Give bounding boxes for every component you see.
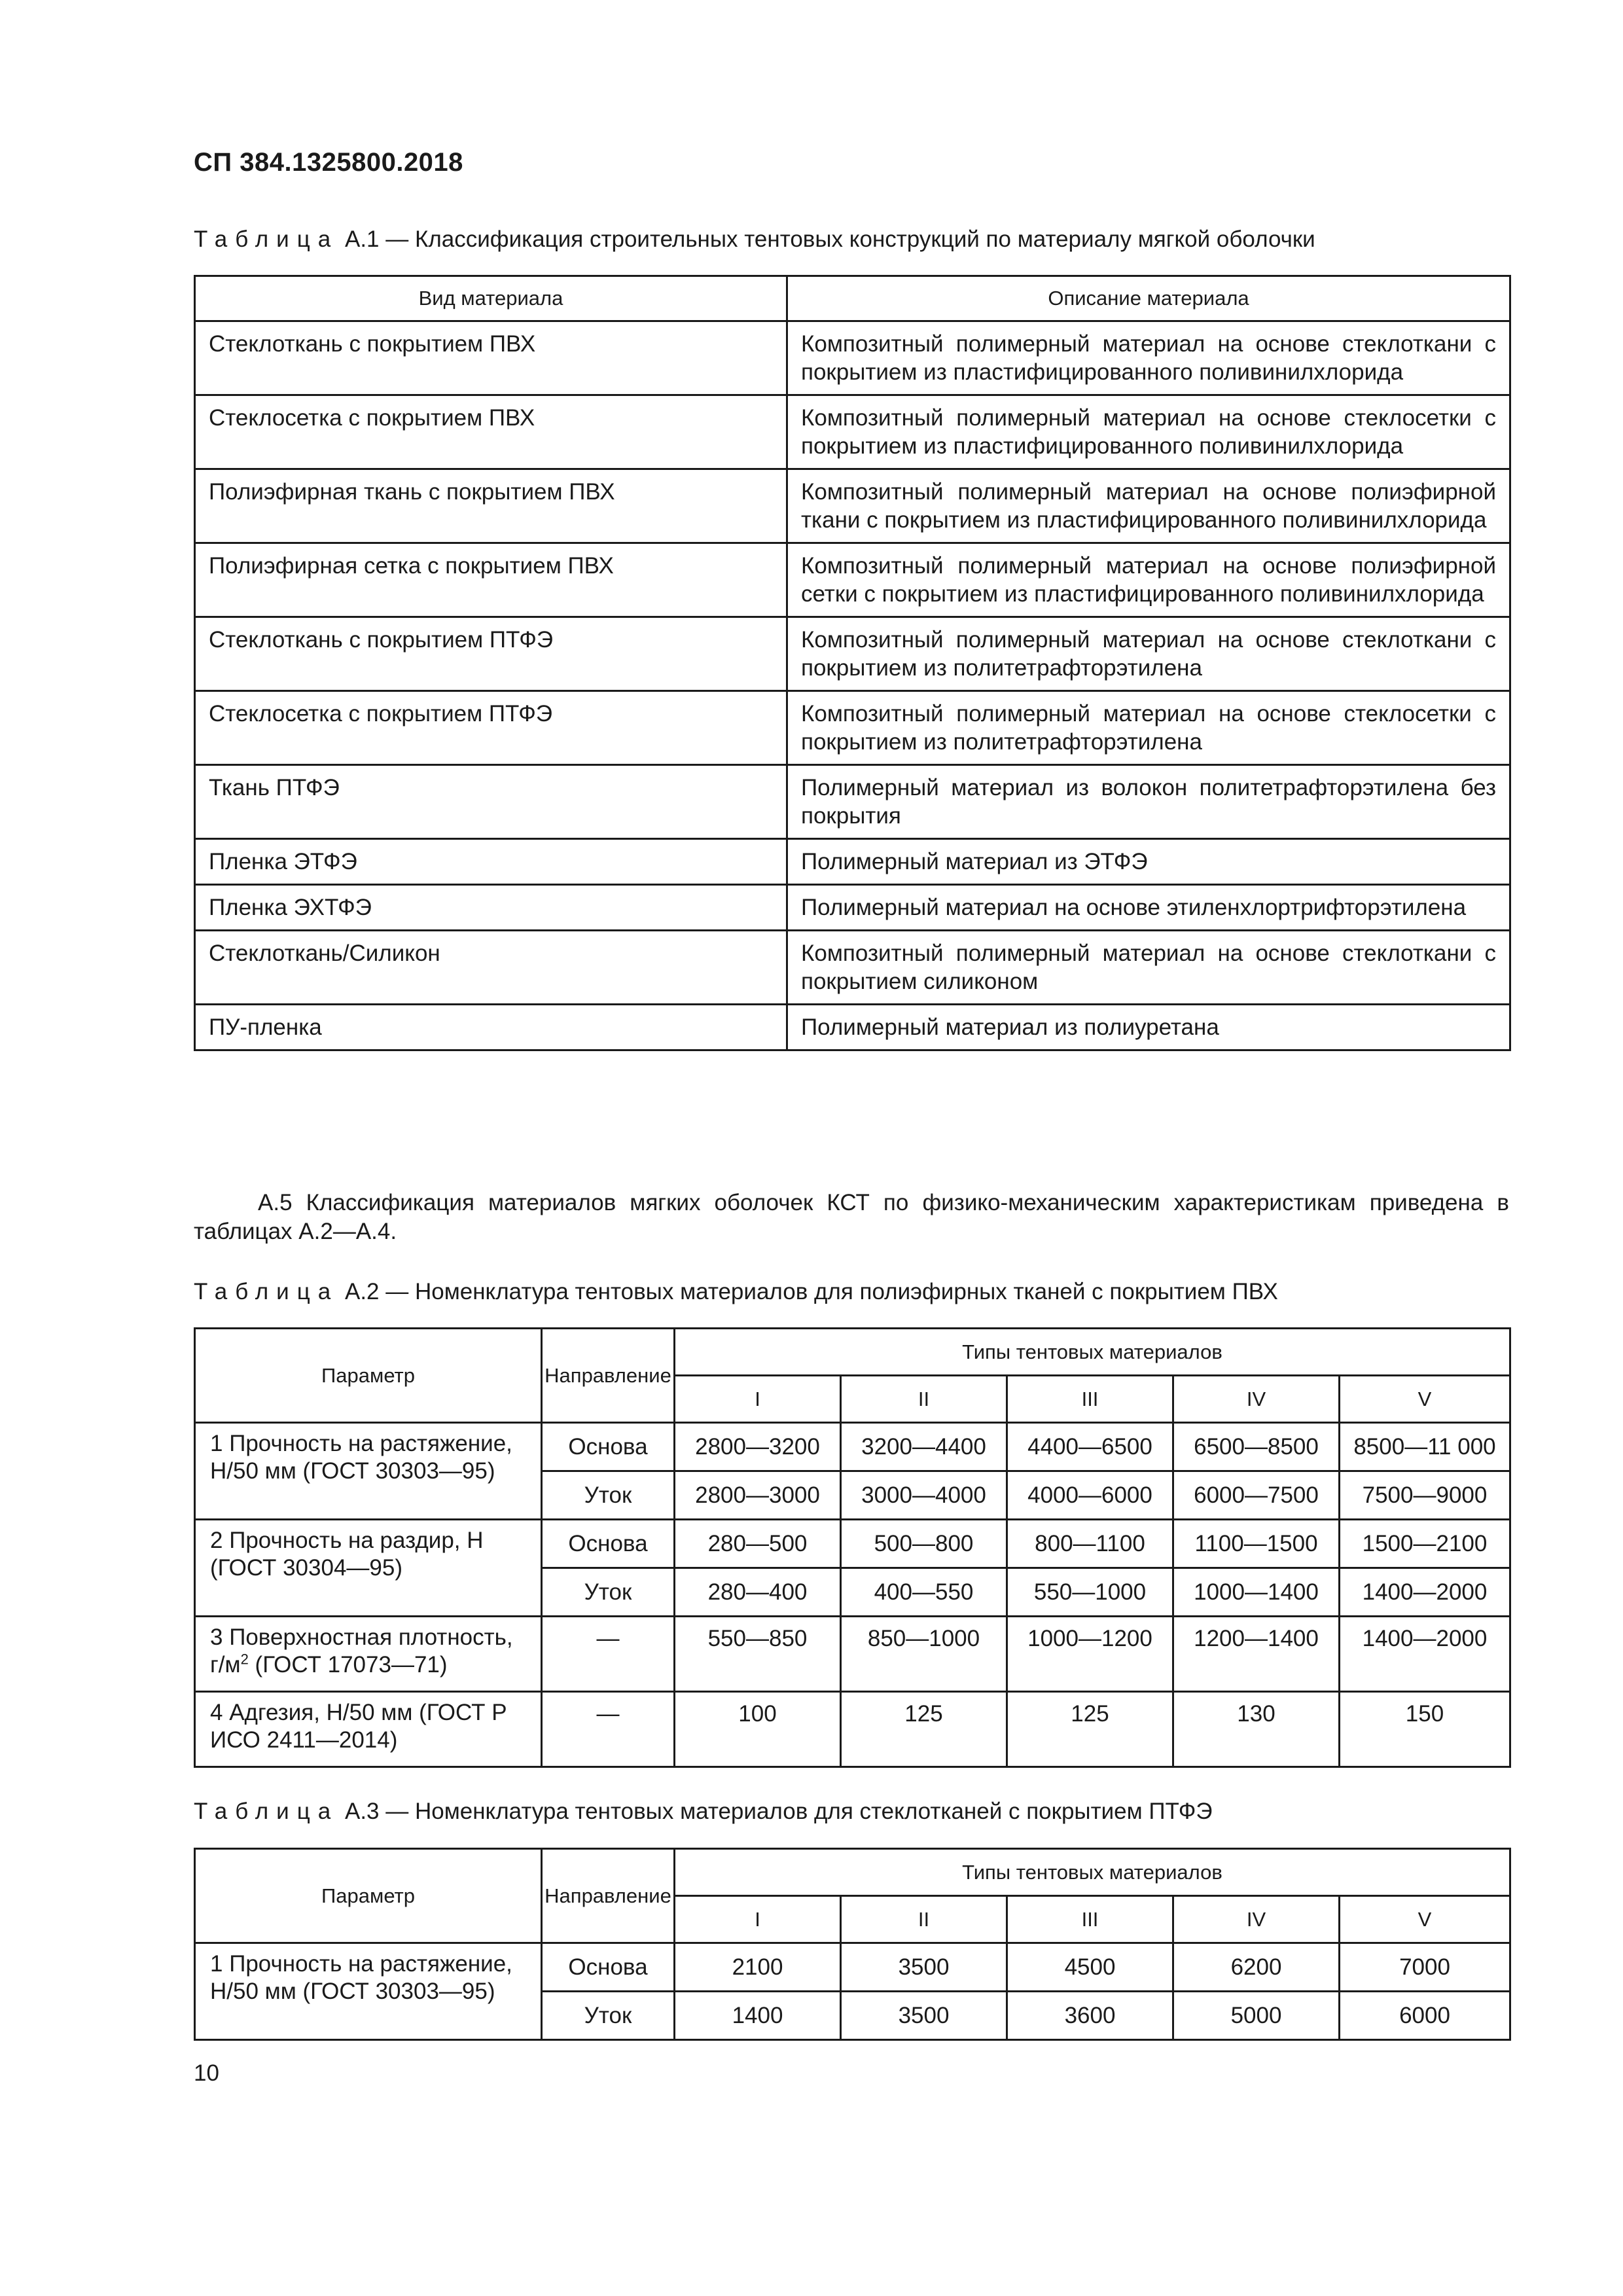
value-cell: 100 xyxy=(675,1692,841,1767)
value-cell: 4500 xyxy=(1007,1943,1173,1992)
table-a1-caption-label: Таблица xyxy=(194,226,339,252)
direction-cell: Уток xyxy=(542,1992,675,2040)
value-cell: 1400 xyxy=(675,1992,841,2040)
type-header: III xyxy=(1007,1896,1173,1943)
material-name: Пленка ЭТФЭ xyxy=(195,839,787,885)
table-row xyxy=(195,395,1510,469)
table-a1 xyxy=(194,275,1511,1051)
value-cell: 6200 xyxy=(1173,1943,1340,1992)
table-row xyxy=(195,691,1510,765)
value-cell: 2100 xyxy=(675,1943,841,1992)
param-cell xyxy=(195,1617,542,1692)
material-description: Композитный полимерный материал на основе полиэфирной сетки с покрытием из пластифицированного поливинилхлорида xyxy=(787,543,1510,617)
table-a2 xyxy=(194,1327,1511,1768)
material-name: Стеклоткань/Силикон xyxy=(195,931,787,1005)
value-cell: 550—850 xyxy=(675,1617,841,1692)
value-cell: 6500—8500 xyxy=(1173,1423,1340,1471)
material-description: Полимерный материал из волокон политетрафторэтилена без покрытия xyxy=(787,765,1510,839)
table-row xyxy=(195,1617,1510,1692)
material-description: Композитный полимерный материал на основе полиэфирной ткани с покрытием из пластифицированного поливинилхлорида xyxy=(787,469,1510,543)
type-header: IV xyxy=(1173,1896,1340,1943)
type-header: I xyxy=(675,1896,841,1943)
value-cell: 5000 xyxy=(1173,1992,1340,2040)
material-name: Стеклоткань с покрытием ПВХ xyxy=(195,321,787,395)
table-a1-header-material: Вид материала xyxy=(195,276,787,321)
table-a1-caption xyxy=(194,226,1315,253)
table-row xyxy=(195,839,1510,885)
table-a3-header-param: Параметр xyxy=(195,1849,542,1943)
material-description: Композитный полимерный материал на основе стеклосетки с покрытием из пластифицированного поливинилхлорида xyxy=(787,395,1510,469)
table-a3-caption-label: Таблица xyxy=(194,1799,339,1824)
direction-cell: Основа xyxy=(542,1520,675,1568)
value-cell: 1000—1200 xyxy=(1007,1617,1173,1692)
table-row xyxy=(195,1423,1510,1471)
material-name: Стеклосетка с покрытием ПВХ xyxy=(195,395,787,469)
table-a3-caption xyxy=(194,1799,1213,1825)
document-code: СП 384.1325800.2018 xyxy=(194,148,463,177)
value-cell: 500—800 xyxy=(841,1520,1007,1568)
material-name: Ткань ПТФЭ xyxy=(195,765,787,839)
value-cell: 4400—6500 xyxy=(1007,1423,1173,1471)
param-line: 3 Поверхностная плотность, xyxy=(210,1624,513,1650)
material-description: Полимерный материал из ЭТФЭ xyxy=(787,839,1510,885)
value-cell: 280—500 xyxy=(675,1520,841,1568)
param-cell: 2 Прочность на раздир, Н (ГОСТ 30304—95) xyxy=(195,1520,542,1617)
material-name: ПУ-пленка xyxy=(195,1005,787,1050)
material-name: Полиэфирная сетка с покрытием ПВХ xyxy=(195,543,787,617)
table-a3 xyxy=(194,1848,1511,2041)
value-cell: 3000—4000 xyxy=(841,1471,1007,1520)
value-cell: 2800—3000 xyxy=(675,1471,841,1520)
table-a3-header-direction: Направление xyxy=(542,1849,675,1943)
paragraph-a5-text: А.5 Классификация материалов мягких оболочек КСТ по физико-механическим характеристикам приведена в таблицах А.2—А.4. xyxy=(194,1190,1509,1244)
type-header: III xyxy=(1007,1376,1173,1423)
table-row xyxy=(195,1005,1510,1050)
value-cell: 400—550 xyxy=(841,1568,1007,1617)
param-cell: 4 Адгезия, Н/50 мм (ГОСТ Р ИСО 2411—2014) xyxy=(195,1692,542,1767)
value-cell: 1400—2000 xyxy=(1340,1617,1510,1692)
value-cell: 1100—1500 xyxy=(1173,1520,1340,1568)
material-description: Композитный полимерный материал на основе стеклоткани с покрытием силиконом xyxy=(787,931,1510,1005)
type-header: II xyxy=(841,1376,1007,1423)
value-cell: 3500 xyxy=(841,1943,1007,1992)
table-a2-header-direction: Направление xyxy=(542,1329,675,1423)
value-cell: 8500—11 000 xyxy=(1340,1423,1510,1471)
value-cell: 130 xyxy=(1173,1692,1340,1767)
value-cell: 6000—7500 xyxy=(1173,1471,1340,1520)
value-cell: 1500—2100 xyxy=(1340,1520,1510,1568)
param-standard: (ГОСТ 17073—71) xyxy=(248,1652,448,1677)
table-row xyxy=(195,1692,1510,1767)
table-a3-caption-text: А.3 — Номенклатура тентовых материалов для стеклотканей с покрытием ПТФЭ xyxy=(344,1799,1213,1824)
param-cell: 1 Прочность на растяжение, Н/50 мм (ГОСТ 30303—95) xyxy=(195,1943,542,2040)
paragraph-a5 xyxy=(194,1189,1509,1246)
material-description: Полимерный материал на основе этиленхлортрифторэтилена xyxy=(787,885,1510,931)
direction-cell: — xyxy=(542,1692,675,1767)
table-row xyxy=(195,469,1510,543)
type-header: I xyxy=(675,1376,841,1423)
material-description: Композитный полимерный материал на основе стеклоткани с покрытием из пластифицированного поливинилхлорида xyxy=(787,321,1510,395)
table-row xyxy=(195,1943,1510,1992)
table-row xyxy=(195,321,1510,395)
direction-cell: Уток xyxy=(542,1568,675,1617)
value-cell: 125 xyxy=(1007,1692,1173,1767)
value-cell: 3200—4400 xyxy=(841,1423,1007,1471)
value-cell: 550—1000 xyxy=(1007,1568,1173,1617)
value-cell: 280—400 xyxy=(675,1568,841,1617)
value-cell: 2800—3200 xyxy=(675,1423,841,1471)
value-cell: 3600 xyxy=(1007,1992,1173,2040)
value-cell: 1000—1400 xyxy=(1173,1568,1340,1617)
table-a2-header-param: Параметр xyxy=(195,1329,542,1423)
material-description: Полимерный материал из полиуретана xyxy=(787,1005,1510,1050)
table-a2-caption-text: А.2 — Номенклатура тентовых материалов для полиэфирных тканей с покрытием ПВХ xyxy=(344,1279,1278,1304)
direction-cell: — xyxy=(542,1617,675,1692)
param-unit: г/м xyxy=(210,1652,241,1677)
param-unit-exponent: 2 xyxy=(240,1651,249,1668)
value-cell: 800—1100 xyxy=(1007,1520,1173,1568)
value-cell: 850—1000 xyxy=(841,1617,1007,1692)
table-row xyxy=(195,543,1510,617)
value-cell: 7000 xyxy=(1340,1943,1510,1992)
table-a2-caption xyxy=(194,1279,1278,1305)
type-header: II xyxy=(841,1896,1007,1943)
direction-cell: Уток xyxy=(542,1471,675,1520)
value-cell: 4000—6000 xyxy=(1007,1471,1173,1520)
table-a2-header-types: Типы тентовых материалов xyxy=(675,1329,1510,1376)
table-a2-caption-label: Таблица xyxy=(194,1279,339,1304)
type-header: IV xyxy=(1173,1376,1340,1423)
type-header: V xyxy=(1340,1896,1510,1943)
type-header: V xyxy=(1340,1376,1510,1423)
value-cell: 150 xyxy=(1340,1692,1510,1767)
value-cell: 1200—1400 xyxy=(1173,1617,1340,1692)
material-name: Полиэфирная ткань с покрытием ПВХ xyxy=(195,469,787,543)
value-cell: 3500 xyxy=(841,1992,1007,2040)
page-number: 10 xyxy=(194,2060,219,2086)
value-cell: 1400—2000 xyxy=(1340,1568,1510,1617)
table-a1-header-description: Описание материала xyxy=(787,276,1510,321)
value-cell: 7500—9000 xyxy=(1340,1471,1510,1520)
material-description: Композитный полимерный материал на основе стеклоткани с покрытием из политетрафторэтилена xyxy=(787,617,1510,691)
table-row xyxy=(195,931,1510,1005)
table-row xyxy=(195,885,1510,931)
direction-cell: Основа xyxy=(542,1943,675,1992)
table-row xyxy=(195,1520,1510,1568)
table-a1-caption-text: А.1 — Классификация строительных тентовых конструкций по материалу мягкой оболочки xyxy=(344,226,1315,252)
param-cell: 1 Прочность на растяжение, Н/50 мм (ГОСТ 30303—95) xyxy=(195,1423,542,1520)
table-row xyxy=(195,765,1510,839)
table-row xyxy=(195,617,1510,691)
value-cell: 125 xyxy=(841,1692,1007,1767)
material-description: Композитный полимерный материал на основе стеклосетки с покрытием из политетрафторэтилена xyxy=(787,691,1510,765)
value-cell: 6000 xyxy=(1340,1992,1510,2040)
direction-cell: Основа xyxy=(542,1423,675,1471)
material-name: Стеклоткань с покрытием ПТФЭ xyxy=(195,617,787,691)
material-name: Стеклосетка с покрытием ПТФЭ xyxy=(195,691,787,765)
table-a3-header-types: Типы тентовых материалов xyxy=(675,1849,1510,1896)
material-name: Пленка ЭХТФЭ xyxy=(195,885,787,931)
